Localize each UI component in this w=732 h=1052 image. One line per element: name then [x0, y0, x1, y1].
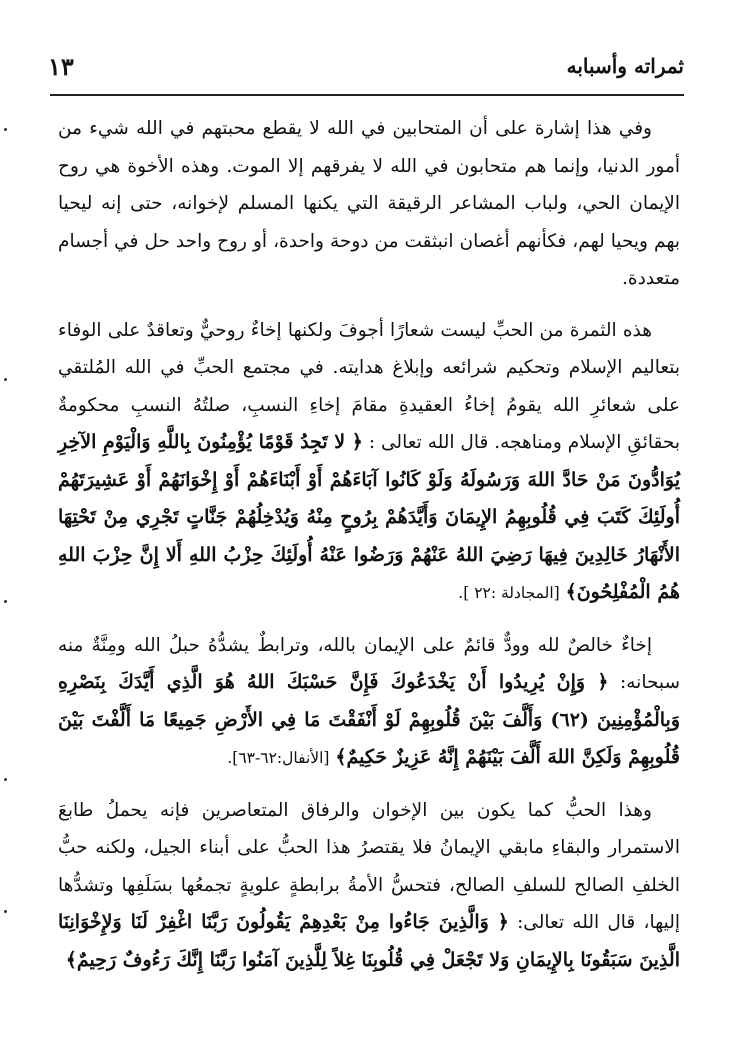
running-header	[48, 46, 684, 86]
running-title: ثمراته وأسبابه	[566, 54, 684, 78]
margin-mark	[4, 600, 7, 603]
quran-verse-anfal: ﴿ وَإِنْ يُرِيدُوا أَنْ يَخْدَعُوكَ فَإِنَّ حَسْبَكَ اللهُ هُوَ الَّذِي أَيَّدَكَ بِنَصْرِهِ وَبِالْمُؤْمِنِينَ (٦٢) وَأَلَّفَ بَيْنَ قُلُوبِهِمْ لَوْ أَنْفَقْتَ مَا فِي الأَرْضِ جَمِيعًا مَا أَلَّفْتَ بَيْنَ قُلُوبِهِمْ وَلَكِنَّ اللهَ أَلَّفَ بَيْنَهُمْ إِنَّهُ عَزِيزٌ حَكِيمٌ﴾	[58, 671, 680, 768]
verse-reference-mujadila: [المجادلة :٢٢ ].	[458, 584, 560, 602]
paragraph-4	[58, 792, 680, 980]
margin-mark	[4, 378, 7, 381]
margin-mark	[4, 778, 7, 781]
quran-verse-mujadila: ﴿ لا تَجِدُ قَوْمًا يُؤْمِنُونَ بِاللَّهِ وَالْيَوْمِ الآخِرِ يُوَادُّونَ مَنْ حَادَّ اللهَ وَرَسُولَهُ وَلَوْ كَانُوا آبَاءَهُمْ أَوْ أَبْنَاءَهُمْ أَوْ إِخْوَانَهُمْ أَوْ عَشِيرَتَهُمْ أُولَئِكَ كَتَبَ فِي قُلُوبِهِمُ الإِيمَانَ وَأَيَّدَهُمْ بِرُوحٍ مِنْهُ وَيُدْخِلُهُمْ جَنَّاتٍ تَجْرِي مِنْ تَحْتِهَا الأَنْهَارُ خَالِدِينَ فِيهَا رَضِيَ اللهُ عَنْهُمْ وَرَضُوا عَنْهُ أُولَئِكَ حِزْبُ اللهِ أَلا إِنَّ حِزْبَ اللهِ هُمُ الْمُفْلِحُونَ﴾	[58, 431, 680, 603]
paragraph-4-text: وهذا الحبُّ كما يكون بين الإخوان والرفاق المتعاصرين فإنه يحملُ طابعَ الاستمرار والبقاءِ مابقي الإيمانُ فلا يقتصرُ هذا الحبُّ على أبناء الجيل، ولكنه حبُّ الخلفِ الصالح للسلفِ الصالح، فتحسُّ الأمةُ برابطةٍ علويةٍ تجمعُها بسَلَفِها وتشدُّها إليها، قال الله تعالى:	[58, 799, 680, 933]
page-number: ١٣	[48, 51, 74, 81]
header-rule	[50, 94, 684, 96]
paragraph-3	[58, 627, 680, 778]
body-text	[58, 110, 680, 993]
margin-mark	[4, 910, 7, 913]
paragraph-2	[58, 312, 680, 613]
paragraph-2-text: هذه الثمرة من الحبِّ ليست شعارًا أجوفَ ولكنها إخاءٌ روحيٌّ وتعاقدٌ على الوفاء بتعاليم الإسلام وتحكيم شرائعه وإبلاغ هدايته. في مجتمع الحبِّ في الله المُلتقي على شعائرِ الله يقومُ إخاءُ العقيدةِ مقامَ إخاءِ النسبِ، صلتُهُ النسبِ محكومةٌ بحقائقِ الإسلام ومناهجه. قال الله تعالى :	[58, 319, 680, 453]
verse-reference-anfal: [الأنفال:٦٢-٦٣].	[227, 749, 330, 767]
quran-verse-hashr: ﴿ وَالَّذِينَ جَاءُوا مِنْ بَعْدِهِمْ يَقُولُونَ رَبَّنَا اغْفِرْ لَنَا وَلإِخْوَانِنَا الَّذِينَ سَبَقُونَا بِالإِيمَانِ وَلا تَجْعَلْ فِي قُلُوبِنَا غِلاً لِلَّذِينَ آمَنُوا رَبَّنَا إِنَّكَ رَءُوفٌ رَحِيمٌ﴾	[58, 911, 680, 971]
paragraph-1-text: وفي هذا إشارة على أن المتحابين في الله لا يقطع محبتهم في الله شيء من أمور الدنيا، وإنما هم متحابون في الله لا يفرقهم إلا الموت. وهذه الأخوة هي روح الإيمان الحي، ولباب المشاعر الرقيقة التي يكنها المسلم لإخوانه، حتى إنه ليحيا بهم ويحيا لهم، فكأنهم أغصان انبثقت من دوحة واحدة، أو روح واحد حل في أجسام متعددة.	[58, 118, 680, 289]
paragraph-1	[58, 110, 680, 298]
margin-mark	[4, 128, 7, 131]
paragraph-3-text: إخاءٌ خالصٌ لله وودٌّ قائمٌ على الإيمان بالله، وترابطٌ يشدُّهُ حبلُ الله ومِنَّةٌ منه سبحانه:	[58, 634, 680, 693]
